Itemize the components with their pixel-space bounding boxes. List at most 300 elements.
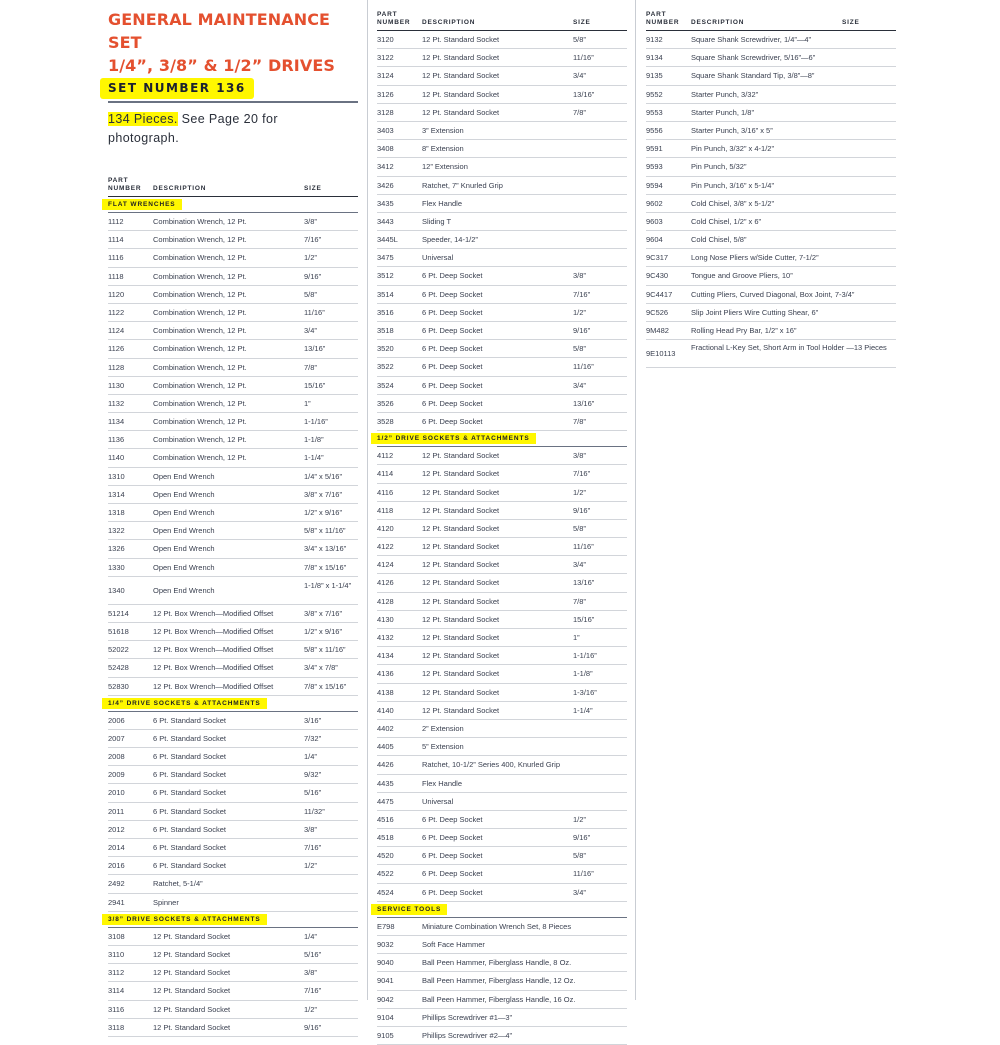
table-row	[108, 249, 358, 267]
table-row	[377, 538, 627, 556]
part-description: 12 Pt. Standard Socket	[422, 669, 500, 679]
table-row	[108, 839, 358, 857]
part-description: Cutting Pliers, Curved Diagonal, Box Joint, 7-3/4”	[691, 289, 855, 299]
part-number: 3112	[108, 968, 125, 978]
part-size: 3/8”	[304, 824, 317, 834]
part-size: 5/8”	[304, 289, 317, 299]
part-description: Phillips Screwdriver #2—4”	[422, 1030, 513, 1040]
part-size: 3/8” x 7/16”	[304, 489, 342, 499]
table-row	[646, 213, 896, 231]
part-size: 3/8”	[304, 968, 317, 978]
part-description: Long Nose Pliers w/Side Cutter, 7-1/2”	[691, 253, 819, 263]
part-description: Flex Handle	[422, 778, 463, 788]
part-description: Starter Punch, 3/16” x 5”	[691, 125, 773, 135]
table-row	[377, 340, 627, 358]
part-size: 1/2” x 9/16”	[304, 626, 342, 636]
part-description: Combination Wrench, 12 Pt.	[153, 453, 247, 463]
part-description: Open End Wrench	[153, 526, 215, 536]
part-number: 9556	[646, 125, 663, 135]
part-description: Open End Wrench	[153, 489, 215, 499]
part-size: 1-1/8” x 1-1/4”	[304, 580, 352, 590]
table-row	[108, 504, 358, 522]
part-description: 12 Pt. Standard Socket	[422, 469, 500, 479]
table-row	[377, 195, 627, 213]
part-description: 6 Pt. Standard Socket	[153, 752, 226, 762]
table-row	[377, 413, 627, 431]
part-number: 9135	[646, 71, 663, 81]
part-header-line-2: NUMBER	[377, 19, 411, 26]
table-row	[377, 756, 627, 774]
part-size: 5/8”	[573, 851, 586, 861]
part-number: 1124	[108, 326, 125, 336]
part-number: 3408	[377, 144, 394, 154]
part-size: 5/8” x 11/16”	[304, 645, 346, 655]
description-header: DESCRIPTION	[691, 19, 745, 26]
part-number: 1128	[108, 362, 125, 372]
part-description: 3” Extension	[422, 125, 464, 135]
part-size: 9/16”	[304, 1022, 322, 1032]
part-description: 12 Pt. Standard Socket	[422, 542, 500, 552]
part-number: 9593	[646, 162, 663, 172]
part-size: 3/8” x 7/16”	[304, 608, 342, 618]
part-description: Ball Peen Hammer, Fiberglass Handle, 8 Oz.	[422, 958, 572, 968]
part-size: 3/8”	[573, 271, 586, 281]
section-header	[108, 197, 358, 213]
part-number: 3524	[377, 380, 394, 390]
table-row	[377, 231, 627, 249]
part-description: 12 Pt. Standard Socket	[422, 596, 500, 606]
part-size: 3/4” x 7/8”	[304, 663, 338, 673]
part-number: 4120	[377, 523, 394, 533]
table-row	[108, 213, 358, 231]
table-row	[108, 982, 358, 1000]
part-number: 3528	[377, 416, 394, 426]
part-size: 5/8” x 11/16”	[304, 526, 346, 536]
part-size: 11/32”	[304, 806, 325, 816]
part-number: 4516	[377, 814, 394, 824]
part-size: 7/16”	[573, 289, 591, 299]
part-size: 7/16”	[304, 843, 322, 852]
part-size: 7/8” x 15/16”	[304, 681, 347, 691]
table-row	[108, 659, 358, 677]
part-size: 1-1/4”	[573, 705, 593, 715]
table-row	[377, 67, 627, 85]
part-description: Rolling Head Pry Bar, 1/2” x 16”	[691, 326, 797, 335]
part-description: Universal	[422, 796, 454, 806]
part-number: 52022	[108, 645, 129, 655]
section-header	[108, 696, 358, 712]
part-number: 4112	[377, 451, 394, 461]
part-size: 13/16”	[573, 578, 595, 588]
part-number: 9132	[646, 35, 663, 44]
part-description: Combination Wrench, 12 Pt.	[153, 235, 247, 245]
part-description: 12 Pt. Standard Socket	[153, 1022, 231, 1032]
part-number: 9042	[377, 994, 394, 1004]
part-description: Starter Punch, 1/8”	[691, 107, 754, 117]
part-description: 12 Pt. Standard Socket	[422, 451, 500, 461]
part-description: Ratchet, 7” Knurled Grip	[422, 180, 503, 190]
table-row	[646, 267, 896, 285]
table-row	[646, 322, 896, 340]
part-number: 9C317	[646, 253, 669, 263]
part-number: 4435	[377, 778, 394, 788]
table-row	[646, 340, 896, 368]
part-description: Combination Wrench, 12 Pt.	[153, 271, 247, 281]
table-row	[377, 377, 627, 395]
table-row	[108, 678, 358, 696]
part-number: 4136	[377, 669, 394, 679]
part-number: 4520	[377, 851, 394, 861]
table-row	[108, 522, 358, 540]
part-description: 6 Pt. Deep Socket	[422, 326, 483, 335]
part-number: 9104	[377, 1012, 394, 1022]
part-number: 3426	[377, 180, 394, 190]
part-number: 4130	[377, 614, 394, 624]
part-description: 6 Pt. Deep Socket	[422, 398, 483, 408]
part-size: 1-1/16”	[573, 651, 597, 661]
part-description: Soft Face Hammer	[422, 940, 485, 949]
table-row	[108, 964, 358, 982]
part-number: 1118	[108, 271, 124, 281]
part-description: 12 Pt. Standard Socket	[153, 968, 231, 978]
part-number: 52428	[108, 663, 129, 673]
table-row	[646, 249, 896, 267]
part-description: 12 Pt. Standard Socket	[422, 71, 500, 81]
part-number-header	[108, 177, 141, 193]
part-number: 3116	[108, 1004, 125, 1014]
part-number: 2010	[108, 788, 125, 798]
part-description: Ball Peen Hammer, Fiberglass Handle, 16 Oz.	[422, 994, 576, 1004]
part-size: 5/16”	[304, 949, 322, 959]
part-description: Tongue and Groove Pliers, 10”	[691, 271, 793, 281]
table-row	[377, 954, 627, 972]
size-header: SIZE	[573, 19, 591, 26]
table-row	[377, 1009, 627, 1027]
part-header-line-1: PART	[377, 11, 398, 18]
part-size: 3/4”	[573, 380, 586, 390]
part-number: 2006	[108, 715, 125, 725]
part-header-line-1: PART	[646, 11, 667, 18]
part-description: 12 Pt. Standard Socket	[422, 687, 500, 697]
table-row	[108, 875, 358, 893]
part-description: 12 Pt. Standard Socket	[422, 633, 500, 642]
part-number: 9594	[646, 180, 663, 190]
table-row	[377, 104, 627, 122]
part-description: Slip Joint Pliers Wire Cutting Shear, 6”	[691, 307, 819, 317]
part-description: 6 Pt. Standard Socket	[153, 824, 226, 834]
table-row	[377, 158, 627, 176]
part-number: 4132	[377, 633, 394, 642]
part-description: Combination Wrench, 12 Pt.	[153, 417, 247, 427]
pieces-count: 134 Pieces.	[108, 112, 178, 126]
part-size: 13/16”	[573, 89, 595, 99]
part-number: 9591	[646, 144, 663, 154]
table-row	[377, 684, 627, 702]
part-description: 6 Pt. Deep Socket	[422, 814, 483, 824]
part-number: 1130	[108, 380, 125, 390]
section-header	[377, 431, 627, 447]
part-size: 7/8”	[573, 416, 586, 426]
part-number: 1314	[108, 489, 125, 499]
part-description: Combination Wrench, 12 Pt.	[153, 344, 247, 354]
part-size: 1-3/16”	[573, 687, 597, 697]
part-size: 11/16”	[573, 362, 594, 372]
part-description: 6 Pt. Standard Socket	[153, 806, 226, 816]
part-size: 1/2”	[304, 253, 317, 263]
section-title: FLAT WRENCHES	[102, 199, 182, 210]
part-number: 9603	[646, 216, 663, 226]
table-header	[377, 4, 627, 31]
part-number: 2011	[108, 806, 125, 816]
table-row	[377, 49, 627, 67]
part-number: 1136	[108, 435, 125, 445]
part-number: 1322	[108, 526, 125, 536]
part-description: Ratchet, 5-1/4”	[153, 879, 203, 889]
table-row	[108, 395, 358, 413]
part-number: 9C430	[646, 271, 669, 281]
part-number: 4524	[377, 887, 394, 897]
table-row	[377, 936, 627, 954]
part-number: 3124	[377, 71, 394, 81]
part-number: 3126	[377, 89, 394, 99]
part-description: 6 Pt. Deep Socket	[422, 833, 483, 843]
part-number: 1116	[108, 253, 124, 263]
part-description: Square Shank Screwdriver, 1/4”—4”	[691, 35, 812, 44]
part-number: 4522	[377, 869, 394, 879]
table-row	[377, 140, 627, 158]
part-description: 12 Pt. Box Wrench—Modified Offset	[153, 681, 274, 691]
part-size: 1/4”	[304, 931, 317, 941]
part-description: 6 Pt. Standard Socket	[153, 788, 226, 798]
part-number: 51214	[108, 608, 129, 618]
table-row	[108, 712, 358, 730]
table-row	[377, 629, 627, 647]
part-description: 12” Extension	[422, 162, 468, 172]
table-row	[108, 377, 358, 395]
part-size: 9/16”	[573, 505, 591, 515]
table-row	[646, 49, 896, 67]
part-description: Cold Chisel, 5/8”	[691, 235, 747, 245]
table-row	[377, 556, 627, 574]
section-title: 3/8” DRIVE SOCKETS & ATTACHMENTS	[102, 914, 267, 925]
part-size: 13/16”	[304, 344, 326, 354]
table-header	[646, 4, 896, 31]
part-size: 1/2” x 9/16”	[304, 508, 342, 517]
part-number: 4426	[377, 760, 394, 770]
page-title	[108, 8, 358, 77]
part-description: 2” Extension	[422, 723, 464, 733]
part-size: 9/16”	[573, 833, 591, 843]
table-row	[646, 31, 896, 49]
part-number: 9602	[646, 198, 663, 208]
part-size: 11/16”	[304, 307, 325, 317]
part-size: 7/8”	[304, 362, 317, 372]
part-description: 6 Pt. Deep Socket	[422, 887, 483, 897]
description-header: DESCRIPTION	[153, 185, 207, 192]
column-divider-2	[635, 0, 636, 1000]
part-number: 9040	[377, 958, 394, 968]
part-number: 1318	[108, 508, 125, 517]
part-description: 6 Pt. Standard Socket	[153, 733, 226, 743]
table-row	[108, 748, 358, 766]
table-row	[377, 775, 627, 793]
part-number: 1112	[108, 217, 124, 226]
part-size: 1-1/16”	[304, 417, 328, 427]
part-size: 3/8”	[573, 451, 586, 461]
part-number: 4116	[377, 487, 394, 497]
table-row	[377, 847, 627, 865]
part-number: 4140	[377, 705, 394, 715]
part-number: 4518	[377, 833, 394, 843]
section-header	[108, 912, 358, 928]
part-description: Ball Peen Hammer, Fiberglass Handle, 12 Oz.	[422, 976, 576, 986]
table-row	[377, 647, 627, 665]
part-size: 9/16”	[573, 326, 591, 335]
part-description: Combination Wrench, 12 Pt.	[153, 435, 247, 445]
parts-column-1	[108, 170, 358, 1037]
part-number: 1134	[108, 417, 125, 427]
part-size: 1/2”	[573, 307, 586, 317]
part-header-line-2: NUMBER	[646, 19, 680, 26]
part-description: Combination Wrench, 12 Pt.	[153, 326, 247, 336]
table-row	[646, 304, 896, 322]
table-row	[646, 286, 896, 304]
part-number: 2941	[108, 897, 125, 907]
part-size: 1-1/4”	[304, 453, 324, 463]
table-row	[377, 322, 627, 340]
part-description: Combination Wrench, 12 Pt.	[153, 380, 247, 390]
part-number-header	[646, 11, 679, 27]
part-number: 9M482	[646, 326, 669, 335]
part-number: 9041	[377, 976, 394, 986]
part-description: Combination Wrench, 12 Pt.	[153, 289, 247, 299]
part-description: 12 Pt. Standard Socket	[422, 614, 500, 624]
part-number: 9552	[646, 89, 663, 99]
part-size: 1”	[304, 398, 311, 408]
part-size: 7/16”	[304, 235, 322, 245]
table-row	[108, 784, 358, 802]
part-number: 3128	[377, 107, 394, 117]
part-size: 15/16”	[573, 614, 595, 624]
part-number: 3110	[108, 949, 125, 959]
part-number: 9C4417	[646, 289, 673, 299]
table-row	[108, 577, 358, 605]
part-size: 3/16”	[304, 715, 322, 725]
table-row	[377, 447, 627, 465]
part-description: 6 Pt. Standard Socket	[153, 715, 226, 725]
part-number: 4126	[377, 578, 394, 588]
part-description: 12 Pt. Standard Socket	[422, 560, 500, 570]
table-row	[646, 177, 896, 195]
part-header-line-2: NUMBER	[108, 185, 142, 192]
size-header: SIZE	[304, 185, 322, 192]
part-number: 2007	[108, 733, 125, 743]
table-row	[108, 468, 358, 486]
part-number: 1330	[108, 562, 125, 572]
table-row	[108, 730, 358, 748]
part-size: 1/2”	[573, 814, 586, 824]
part-number: 3108	[108, 931, 125, 941]
table-row	[108, 766, 358, 784]
part-number: 1310	[108, 471, 125, 481]
part-description: 12 Pt. Standard Socket	[153, 949, 231, 959]
table-row	[377, 249, 627, 267]
table-row	[108, 231, 358, 249]
part-number: 1120	[108, 289, 125, 299]
part-number: 9032	[377, 940, 394, 949]
table-row	[108, 894, 358, 912]
column-divider-1	[367, 0, 368, 1000]
part-number: 1122	[108, 307, 125, 317]
part-size: 5/16”	[304, 788, 322, 798]
part-number: 3412	[377, 162, 394, 172]
part-description: Combination Wrench, 12 Pt.	[153, 398, 247, 408]
part-size: 1/2”	[304, 1004, 317, 1014]
table-row	[646, 122, 896, 140]
table-row	[108, 559, 358, 577]
table-row	[377, 502, 627, 520]
part-description: Open End Wrench	[153, 585, 215, 595]
part-description: 12 Pt. Standard Socket	[422, 107, 500, 117]
part-size: 7/8” x 15/16”	[304, 562, 347, 572]
table-row	[646, 231, 896, 249]
table-row	[108, 857, 358, 875]
table-row	[108, 928, 358, 946]
part-number: 3512	[377, 271, 394, 281]
table-row	[108, 286, 358, 304]
part-description: Pin Punch, 5/32”	[691, 162, 747, 172]
part-description: 12 Pt. Standard Socket	[422, 578, 500, 588]
table-row	[377, 611, 627, 629]
part-description: 6 Pt. Deep Socket	[422, 271, 483, 281]
part-description: 12 Pt. Standard Socket	[153, 986, 231, 996]
part-header-line-1: PART	[108, 177, 129, 184]
intro-rest: See Page 20 for photograph.	[108, 112, 278, 145]
table-row	[108, 641, 358, 659]
parts-column-2	[377, 4, 627, 1045]
part-number: 3445L	[377, 235, 398, 245]
part-number: 1114	[108, 235, 124, 245]
section-title: 1/2” DRIVE SOCKETS & ATTACHMENTS	[371, 433, 536, 444]
part-size: 7/32”	[304, 733, 322, 743]
part-size: 9/16”	[304, 271, 322, 281]
part-description: Flex Handle	[422, 198, 463, 208]
part-number: 3516	[377, 307, 394, 317]
part-description: 6 Pt. Standard Socket	[153, 770, 226, 780]
part-size: 11/16”	[573, 53, 594, 63]
intro-text	[108, 110, 328, 148]
part-description: Speeder, 14-1/2”	[422, 235, 478, 245]
table-row	[377, 122, 627, 140]
table-row	[377, 865, 627, 883]
part-description: Miniature Combination Wrench Set, 8 Pieces	[422, 921, 572, 931]
table-row	[377, 86, 627, 104]
table-row	[108, 359, 358, 377]
part-description: Starter Punch, 3/32”	[691, 89, 759, 99]
table-row	[377, 702, 627, 720]
part-description: 12 Pt. Standard Socket	[422, 651, 500, 661]
table-row	[377, 811, 627, 829]
table-row	[646, 67, 896, 85]
table-row	[377, 884, 627, 902]
part-number: 4118	[377, 505, 394, 515]
part-description: Spinner	[153, 897, 179, 907]
table-row	[377, 720, 627, 738]
table-row	[377, 465, 627, 483]
part-description: 12 Pt. Standard Socket	[422, 89, 500, 99]
part-description: 6 Pt. Standard Socket	[153, 843, 226, 852]
part-size: 11/16”	[573, 869, 594, 879]
